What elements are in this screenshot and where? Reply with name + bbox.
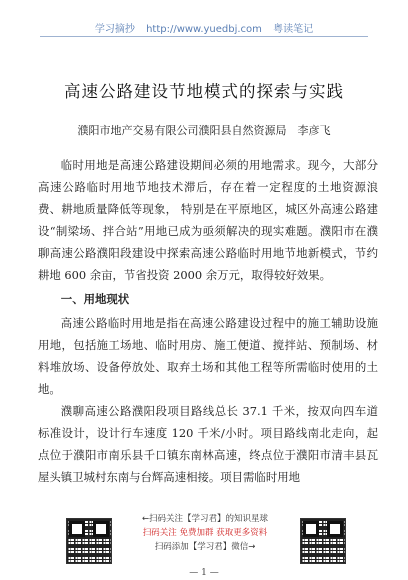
promo-line-2: 扫码关注 免费加群 获取更多资料: [142, 528, 268, 538]
paragraph-definition: 高速公路临时用地是指在高速公路建设过程中的施工辅助设施用地，包括施工场地、临时用房、施工便道、搅拌站、预制场、材料堆放场、设备停放处、取弃土场和其他工程等所需临时使用的土地。: [38, 316, 378, 396]
header-right-text: 粤读笔记: [273, 24, 314, 35]
page-number: — 1 —: [189, 568, 219, 578]
page-footer: [0, 512, 408, 580]
header-divider: [40, 36, 368, 37]
promo-line-1: ←扫码关注【学习君】的知识星球: [141, 514, 269, 524]
promo-text: [120, 512, 290, 554]
header-left-text: 学习摘抄: [94, 24, 135, 35]
article-title: 高速公路建设节地模式的探索与实践: [64, 82, 344, 101]
article-author: 濮阳市地产交易有限公司濮阳县自然资源局 李彦飞: [77, 124, 331, 137]
page-header: [0, 20, 408, 35]
promo-line-3: 扫码添加【学习君】微信→: [154, 542, 256, 552]
paragraph-intro: 临时用地是高速公路建设期间必须的用地需求。现今，大部分高速公路临时用地节地技术滞后，存在着一定程度的土地资源浪费、耕地质量降低等现象， 特别是在平原地区，城区外高速公路建设“制梁场、拌合站”用地已成为亟须解决的现实难题。濮阳市在濮聊高速公路濮阳段建设中探索高速公路临时用地节地新模式，节约耕地 600 余亩，节省投资 2000 余万元，取得较好效果。: [38, 158, 378, 282]
header-url[interactable]: http://www.yuedbj.com: [146, 24, 262, 35]
paragraph-project: 濮聊高速公路濮阳段项目路线总长 37.1 千米，按双向四车道标准设计，设计行车速度 120 千米/小时。项目路线南北走向，起点位于濮阳市南乐县千口镇东南林高速，终点位于濮阳市清丰县瓦屋头镇卫城村东南与台辉高速相接。项目需临时用地: [38, 404, 378, 484]
qr-code-knowledge-planet[interactable]: [66, 518, 112, 564]
section-heading: 一、用地现状: [60, 292, 130, 306]
qr-code-wechat[interactable]: [300, 518, 346, 564]
article-body: [38, 154, 378, 488]
